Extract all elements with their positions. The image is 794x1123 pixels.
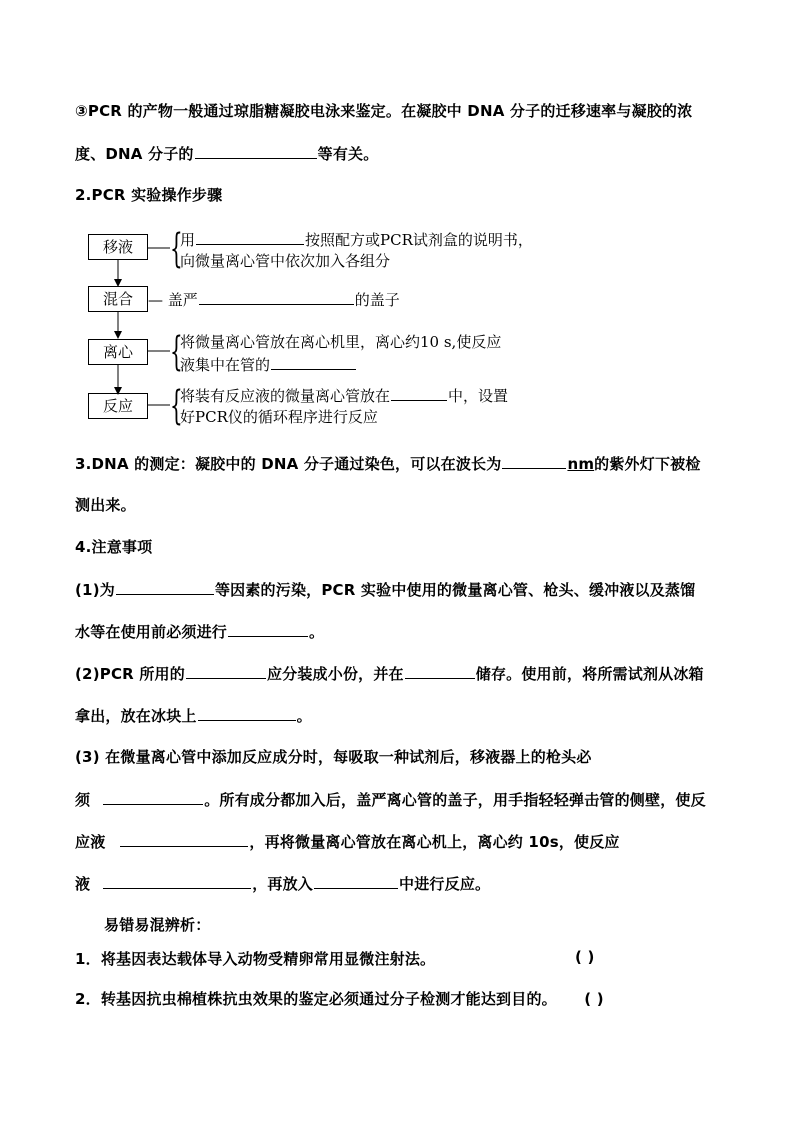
note-2-line2: 拿出，放在冰块上 。 — [75, 704, 312, 726]
step1-line1: 用 按照配方或PCR试剂盒的说明书， — [180, 228, 533, 251]
blank[interactable] — [186, 662, 266, 679]
step-box-mix: 混合 — [88, 286, 148, 312]
note-3-line3: 应液 ，再将微量离心管放在离心机上，离心约 10s，使反应 — [75, 830, 620, 852]
pcr-flow-diagram — [88, 228, 688, 428]
unit-nm: nm — [567, 455, 595, 473]
step4-line2: 好PCR仪的循环程序进行反应 — [180, 408, 378, 426]
step-box-centrifuge: 离心 — [88, 339, 148, 365]
blank[interactable] — [198, 704, 296, 721]
paragraph-pcr-gel-cont — [75, 142, 378, 164]
blank[interactable] — [196, 228, 304, 245]
blank[interactable] — [502, 452, 566, 469]
paragraph-pcr-gel — [75, 100, 692, 121]
section-heading-confuse — [104, 914, 210, 935]
note-3-line2: 须 。所有成分都加入后，盖严离心管的盖子，用手指轻轻弹击管的侧壁，使反 — [75, 788, 706, 810]
answer-bracket[interactable]: ( ) — [575, 948, 595, 966]
step2-line: — 盖严 的盖子 — [148, 288, 400, 311]
heading: 2.PCR 实验操作步骤 — [75, 186, 223, 204]
note-1-line1: (1)为 等因素的污染，PCR 实验中使用的微量离心管、枪头、缓冲液以及蒸馏 — [75, 578, 695, 600]
step1-line2: 向微量离心管中依次加入各组分 — [180, 252, 391, 270]
blank[interactable] — [103, 872, 251, 889]
blank[interactable] — [195, 142, 317, 159]
step3-line2: 液集中在管的 — [180, 353, 357, 376]
question-text: 1．将基因表达载体导入动物受精卵常用显微注射法。 — [75, 950, 436, 968]
step-box-react: 反应 — [88, 393, 148, 419]
brace-icon: { — [170, 329, 183, 375]
text: 度、DNA 分子的 — [75, 145, 194, 163]
paragraph-dna-detect — [75, 452, 701, 474]
blank[interactable] — [228, 620, 308, 637]
text: ③PCR 的产物一般通过琼脂糖凝胶电泳来鉴定。在凝胶中 DNA 分子的迁移速率与凝胶的浓 — [75, 102, 693, 120]
blank[interactable] — [103, 788, 203, 805]
paragraph-dna-detect-cont — [75, 494, 136, 515]
note-3-line1: (3) 在微量离心管中添加反应成分时，每吸取一种试剂后，移液器上的枪头必 — [75, 748, 592, 766]
blank[interactable] — [271, 353, 356, 370]
section-heading-notes — [75, 536, 152, 557]
answer-bracket[interactable]: ( ) — [584, 990, 604, 1008]
blank[interactable] — [116, 578, 214, 595]
blank[interactable] — [314, 872, 398, 889]
text: 3.DNA 的测定：凝胶中的 DNA 分子通过染色，可以在波长为 — [75, 455, 502, 473]
heading: 4.注意事项 — [75, 538, 153, 556]
blank[interactable] — [391, 384, 447, 401]
question-2 — [75, 988, 604, 1009]
question-1 — [75, 948, 595, 969]
note-3-line4: 液 ，再放入 中进行反应。 — [75, 872, 490, 894]
blank[interactable] — [120, 830, 248, 847]
brace-icon: { — [170, 226, 183, 272]
text: 等有关。 — [317, 145, 379, 163]
note-2-line1: (2)PCR 所用的 应分装成小份，并在 储存。使用前，将所需试剂从冰箱 — [75, 662, 704, 684]
blank[interactable] — [199, 288, 354, 305]
question-text: 2．转基因抗虫棉植株抗虫效果的鉴定必须通过分子检测才能达到目的。 — [75, 990, 557, 1008]
step3-line1: 将微量离心管放在离心机里，离心约10 s,使反应 — [180, 333, 502, 351]
text: 的紫外灯下被检 — [594, 455, 701, 473]
note-1-line2: 水等在使用前必须进行 。 — [75, 620, 324, 642]
heading: 易错易混辨析： — [104, 916, 211, 934]
section-heading-pcr-steps — [75, 184, 222, 205]
blank[interactable] — [405, 662, 475, 679]
step-box-pipette: 移液 — [88, 234, 148, 260]
brace-icon: { — [170, 383, 183, 429]
step4-line1: 将装有反应液的微量离心管放在 中，设置 — [180, 384, 508, 407]
text: 测出来。 — [75, 496, 136, 514]
